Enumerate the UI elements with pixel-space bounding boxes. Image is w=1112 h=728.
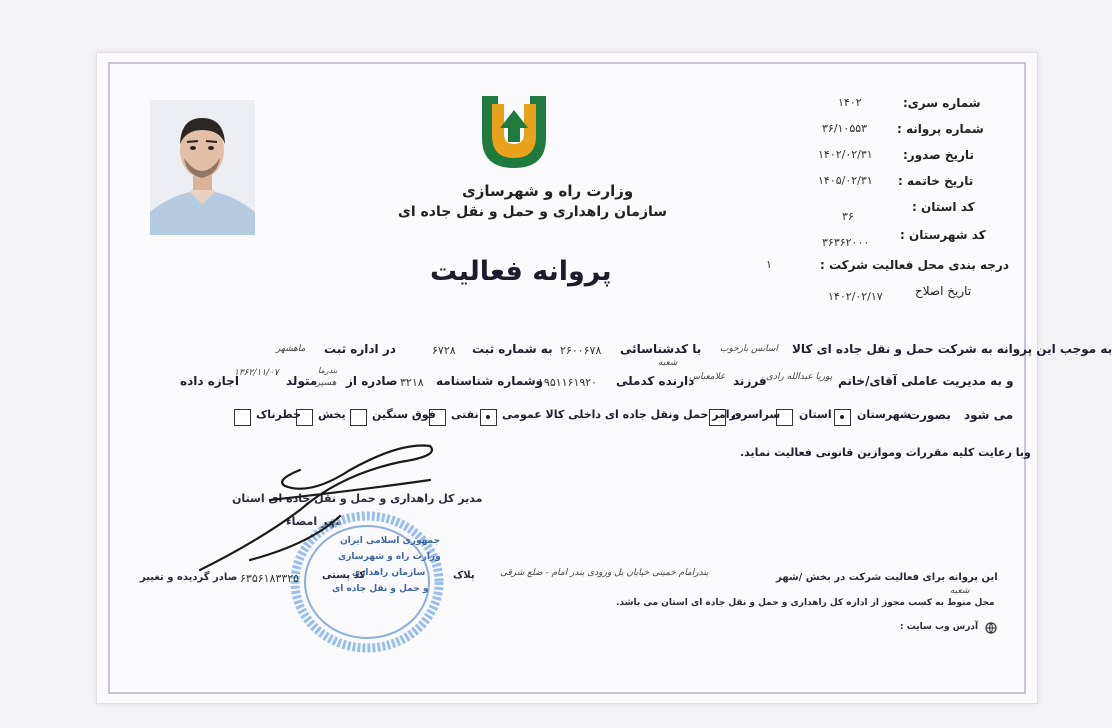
father-name: غلامعباس <box>689 372 725 382</box>
expiry-date-label: تاریخ خاتمه : <box>898 174 974 188</box>
option-label-distribution: یخش <box>318 408 346 421</box>
rmto-logo-icon <box>478 94 550 170</box>
footer-address-value: بندرامام خمینی خیابان بل ورودی بندر امام - ضلع شرقی <box>500 568 709 578</box>
scope-label: بصورت <box>908 408 951 422</box>
manager-signature-icon <box>190 440 450 580</box>
city-code-value: ۳۶۳۶۲۰۰۰ <box>822 236 870 249</box>
signature-seal-label: مهر امضاء <box>286 515 342 528</box>
option-label-city: شهرستان <box>857 408 911 421</box>
body-line2-issued-label: صادره از <box>346 374 398 388</box>
ministry-name: وزارت راه و شهرسازی <box>462 182 634 200</box>
holder-photo <box>150 100 255 235</box>
company-id: ۲۶۰۰۶۷۸ <box>560 344 602 357</box>
body-line4: وبا رعایت کلیه مقررات وموازین قانونی فعالیت نماید. <box>740 446 1031 459</box>
province-code-value: ۳۶ <box>842 210 854 223</box>
footer-address-suffix: صادر گردیده و تغییر <box>140 572 238 583</box>
stamp-text-4: و حمل و نقل جاده ای <box>332 584 429 594</box>
company-name: اسانس بارحوب <box>720 344 778 354</box>
id-no: ۳۲۱۸ <box>400 376 424 389</box>
person-portrait-icon <box>150 100 255 235</box>
body-line1-id-label: با کدشناسائی <box>620 342 702 356</box>
body-line2-national-label: دارنده کدملی <box>616 374 695 388</box>
checkbox-heavy[interactable] <box>350 409 367 426</box>
body-line2-born-label: متولد <box>286 374 318 388</box>
stamp-text-3: سازمان راهداری <box>352 568 426 578</box>
option-label-heavy: فوق سنگین <box>372 408 436 421</box>
license-no-label: شماره پروانه : <box>897 122 984 136</box>
body-line1-office-label: در اداره ثبت <box>324 342 396 356</box>
body-line2-son-label: فرزند <box>733 374 767 388</box>
manager-name: پوریا عبدالله رادی <box>766 372 833 382</box>
city-code-label: کد شهرستان : <box>900 228 986 242</box>
grade-value: ۱ <box>766 258 772 271</box>
footer-postal-label: کد پستی <box>322 570 366 581</box>
footer-branch-note: شعبه <box>950 586 970 596</box>
globe-icon <box>985 622 997 634</box>
option-label-province: استان <box>799 408 832 421</box>
birth-date: ۱۳۶۲/۱۱/۰۷ <box>234 368 279 378</box>
signature-title: مدیر کل راهداری و حمل و نقل جاده ای استان <box>232 492 483 505</box>
branch-note: شعبه <box>658 358 678 368</box>
option-label-oil: نفتی <box>451 408 479 421</box>
issued-from: هسپر <box>316 378 337 388</box>
expiry-date-value: ۱۴۰۵/۰۲/۳۱ <box>818 174 873 187</box>
grade-label: درجه بندی محل فعالیت شرکت : <box>820 258 1009 272</box>
province-code-label: کد استان : <box>912 200 975 214</box>
national-code: ۱۹۵۱۱۶۱۹۲۰ <box>538 376 598 389</box>
body-line1-reg-label: به شماره ثبت <box>472 342 553 356</box>
checkbox-hazardous[interactable] <box>234 409 251 426</box>
license-no-value: ۳۶/۱۰۵۵۳ <box>822 122 868 135</box>
amend-date-value: ۱۴۰۲/۰۲/۱۷ <box>828 290 883 303</box>
office-city: ماهشهر <box>276 344 306 354</box>
footer-condition: محل منوط به کسب مجوز از اداره کل راهداری و حمل و نقل جاده ای استان می باشد. <box>616 598 995 608</box>
body-line1-prefix: به موجب این پروانه به شرکت حمل و نقل جاده ای کالا <box>792 342 1112 356</box>
body-line3-prefix: می شود <box>964 408 1014 422</box>
organization-name: سازمان راهداری و حمل و نقل جاده ای <box>398 204 668 220</box>
reg-no: ۶۷۲۸ <box>432 344 456 357</box>
footer-website-label: آدرس وب سایت : <box>900 622 979 632</box>
stamp-text-1: جمهوری اسلامی ایران <box>340 536 441 546</box>
amend-date-label: تاریخ اصلاح <box>915 284 972 298</box>
issued-from-note: بندرما <box>318 366 338 375</box>
issue-date-label: تاریخ صدور: <box>903 148 974 162</box>
body-line2-id-label: وشماره شناسنامه <box>436 374 544 388</box>
document-title: پروانه فعالیت <box>430 256 612 287</box>
serial-label: شماره سری: <box>903 96 981 110</box>
option-label-nationwide: سراسری <box>731 408 781 421</box>
footer-plate-label: پلاک <box>453 570 475 581</box>
option-label-general-cargo: درامر حمل ونقل جاده ای داخلی کالا عمومی <box>502 408 742 421</box>
stamp-text-2: وزارت راه و شهرسازی <box>338 552 441 562</box>
body-line2-suffix: اجازه داده <box>180 374 239 388</box>
checkbox-general-cargo[interactable] <box>480 409 497 426</box>
footer-postal-code: ۶۳۵۶۱۸۳۳۲۵ <box>240 572 300 585</box>
footer-address-prefix: این پروانه برای فعالیت شرکت در بخش /شهر <box>776 572 998 583</box>
serial-value: ۱۴۰۲ <box>838 96 862 109</box>
body-line2-prefix: و به مدیریت عاملی آقای/خانم <box>838 374 1014 388</box>
option-label-hazardous: خطرناک <box>256 408 302 421</box>
checkbox-city[interactable] <box>834 409 851 426</box>
issue-date-value: ۱۴۰۲/۰۲/۳۱ <box>818 148 873 161</box>
